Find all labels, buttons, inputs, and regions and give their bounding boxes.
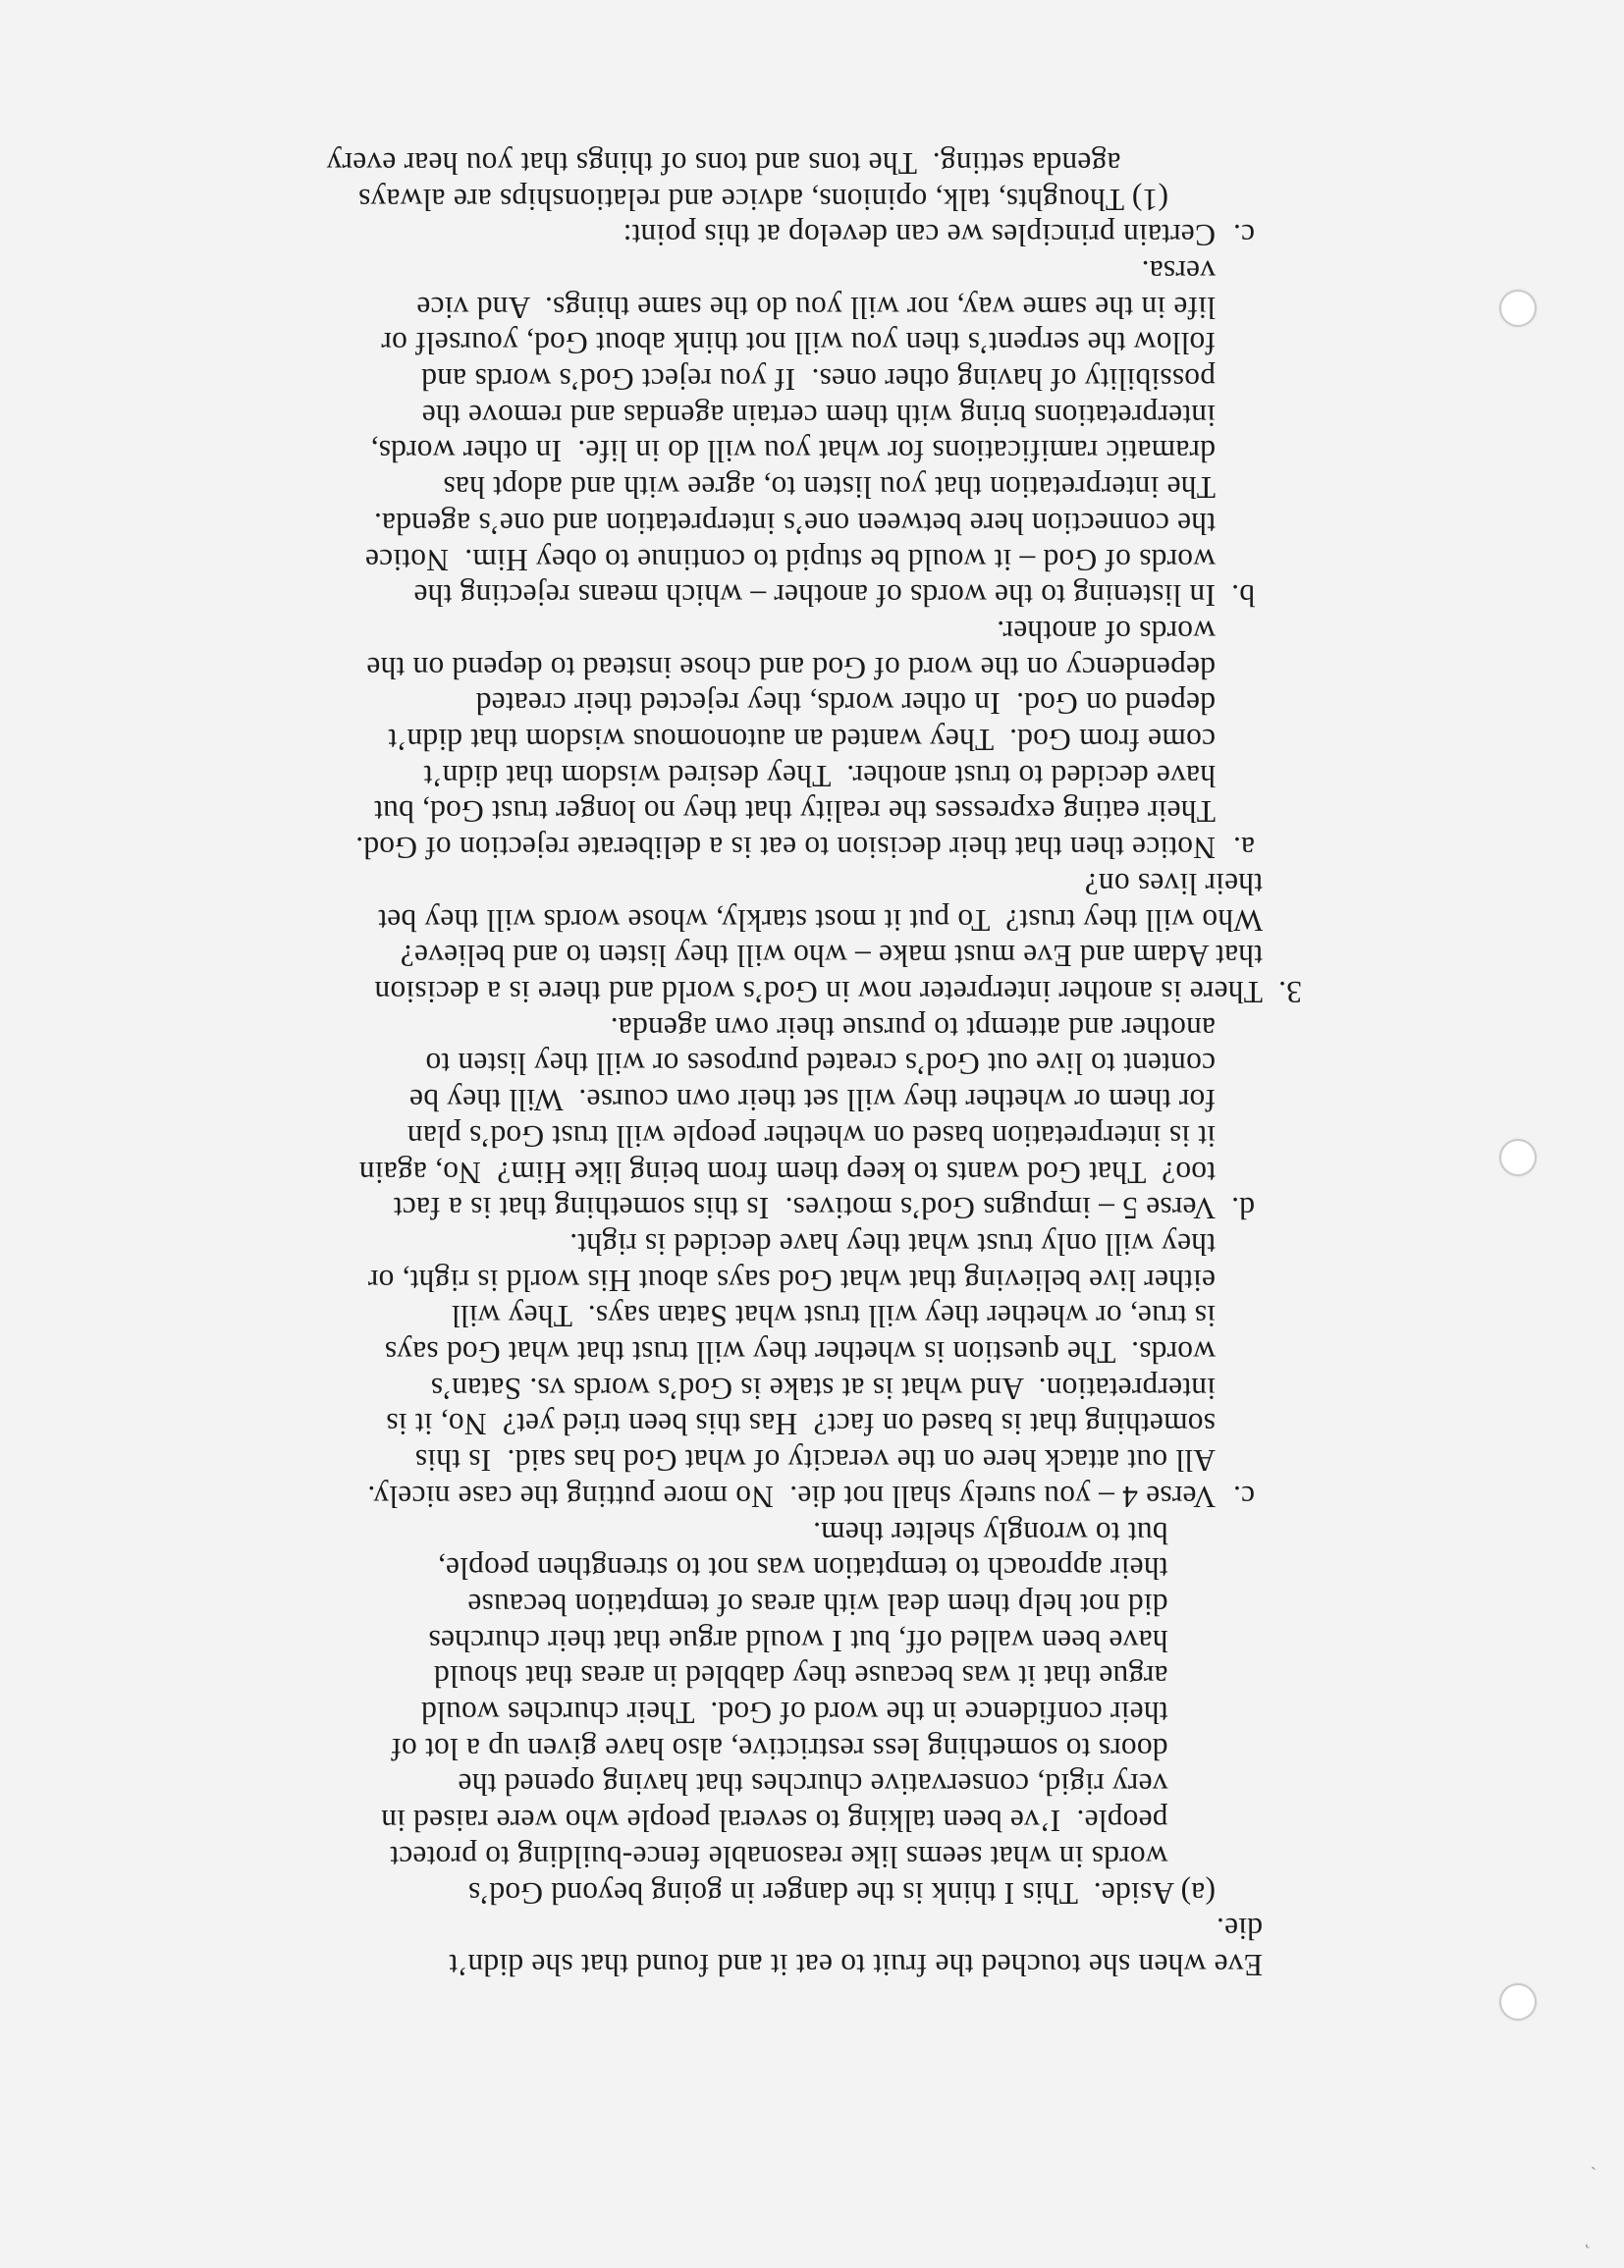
text-line: life in the same way, nor will you do the same things. And vice <box>416 290 1216 325</box>
text-line: Who will they trust? To put it most starkly, whose words will they bet <box>378 902 1263 938</box>
text-line: their approach to temptation was not to strengthen people, <box>437 1551 1216 1587</box>
text-line: dramatic ramifications for what you will do in life. In other words, <box>370 434 1216 469</box>
paragraph <box>261 613 1302 865</box>
text-line: words in what seems like reasonable fence-building to protect <box>390 1839 1216 1874</box>
text-line: (1) Thoughts, talk, opinions, advice and relationships are always <box>357 182 1168 217</box>
paragraph-label: c. <box>1232 218 1255 253</box>
text-line: have been walled off, but I would argue that their churches <box>428 1623 1216 1658</box>
text-line: is true, or whether they will trust what Satan says. They will <box>451 1299 1216 1334</box>
paragraph <box>261 144 1302 216</box>
paragraph <box>261 252 1302 613</box>
text-line: interpretations bring with them certain agendas and remove the <box>421 398 1216 433</box>
text-line: for them or whether they will set their own course. Will they be <box>408 1083 1216 1118</box>
text-line: interpretation. And what is at stake is God’s words vs. Satan’s <box>430 1371 1216 1406</box>
paragraph <box>261 1514 1302 1911</box>
text-line: There is another interpreter now in God’s world and there is a decision <box>374 975 1263 1010</box>
text-line: their lives on? <box>1084 866 1263 901</box>
paragraph <box>261 1225 1302 1514</box>
text-line: they will only trust what they have decided is right. <box>569 1226 1216 1262</box>
text-line: Their eating expresses the reality that they no longer trust God, but <box>373 794 1216 830</box>
text-line: doors to something less restrictive, also have given up a lot of <box>391 1731 1216 1766</box>
paragraph <box>261 217 1302 253</box>
paragraph <box>261 1911 1302 1982</box>
text-line: possibility of having other ones. If you reject God’s words and <box>421 362 1216 398</box>
text-line: words. The question is whether they will trust that what God says <box>384 1335 1216 1371</box>
text-line: that Adam and Eve must make – who will they listen to and believe? <box>400 939 1263 974</box>
text-line: content to live out God’s created purposes or will they listen to <box>425 1047 1216 1082</box>
text-line: Verse 4 – you surely shall not die. No more putting the case nicely. <box>367 1479 1216 1514</box>
text-line: too? That God wants to keep them from being like Him? No, again <box>358 1155 1216 1190</box>
text-line: All out attack here on the veracity of what God has said. Is this <box>414 1443 1216 1479</box>
text-line: Eve when she touched the fruit to eat it and found that she didn’t <box>449 1948 1263 1982</box>
paragraph <box>261 1009 1302 1225</box>
paragraph-label: 3. <box>1277 975 1302 1010</box>
text-line: Notice then that their decision to eat is a deliberate rejection of God. <box>355 831 1216 866</box>
document-text <box>261 144 1302 1982</box>
text-line: did not help them deal with areas of temptation because <box>467 1587 1216 1622</box>
text-line: come from God. They wanted an autonomous wisdom that didn’t <box>388 723 1216 758</box>
scan-mark-top-right: ˛ <box>1585 2229 1591 2248</box>
text-line: argue that it was because they dabbled in areas that should <box>433 1659 1216 1695</box>
text-line: The interpretation that you listen to, agree with and adopt has <box>443 470 1216 506</box>
text-line: In listening to the words of another – which means rejecting the <box>413 578 1216 614</box>
text-line: depend on God. In other words, they rejected their created <box>475 686 1216 722</box>
text-line: very rigid, conservative churches that having opened the <box>458 1767 1216 1803</box>
text-line: Certain principles we can develop at this point: <box>623 218 1216 253</box>
paragraph-label: c. <box>1232 1479 1255 1514</box>
text-line: versa. <box>1141 253 1216 289</box>
text-line: the connection here between one’s interpretation and one’s agenda. <box>373 506 1216 541</box>
text-line: have decided to trust another. They desired wisdom that didn’t <box>423 758 1216 793</box>
text-line: but to wrongly shelter them. <box>812 1515 1216 1550</box>
text-line: agenda setting. The tons and tons of things that you hear every <box>326 145 1168 181</box>
paragraph-label: b. <box>1230 578 1255 614</box>
text-line: something that is based on fact? Has this been tried yet? No, it is <box>386 1407 1216 1442</box>
paragraph <box>261 865 1302 1009</box>
text-line: (a) Aside. This I think is the danger in going beyond God’s <box>467 1875 1216 1911</box>
text-line: dependency on the word of God and chose instead to depend on the <box>366 650 1216 685</box>
paragraph-label: a. <box>1232 831 1255 866</box>
text-line: another and attempt to pursue their own agenda. <box>610 1010 1216 1046</box>
text-line: words of another. <box>997 614 1216 649</box>
text-line: either live believing that what God says about His world is right, or <box>367 1263 1216 1298</box>
text-line: Verse 5 – impugns God’s motives. Is this something that is a fact <box>393 1191 1216 1226</box>
text-line: it is interpretation based on whether people will trust God’s plan <box>406 1118 1216 1154</box>
text-line: die. <box>1216 1912 1263 1947</box>
paragraph-label: d. <box>1230 1191 1255 1226</box>
text-line: follow the serpent’s then you will not think about God, yourself or <box>381 326 1216 361</box>
text-line: their confidence in the word of God. Their churches would <box>420 1696 1216 1731</box>
scan-mark-right: ˏ <box>1591 2150 1597 2170</box>
text-line: words of God – it would be stupid to continue to obey Him. Notice <box>364 542 1216 577</box>
text-line: people. I’ve been talking to several people who were raised in <box>381 1804 1216 1839</box>
